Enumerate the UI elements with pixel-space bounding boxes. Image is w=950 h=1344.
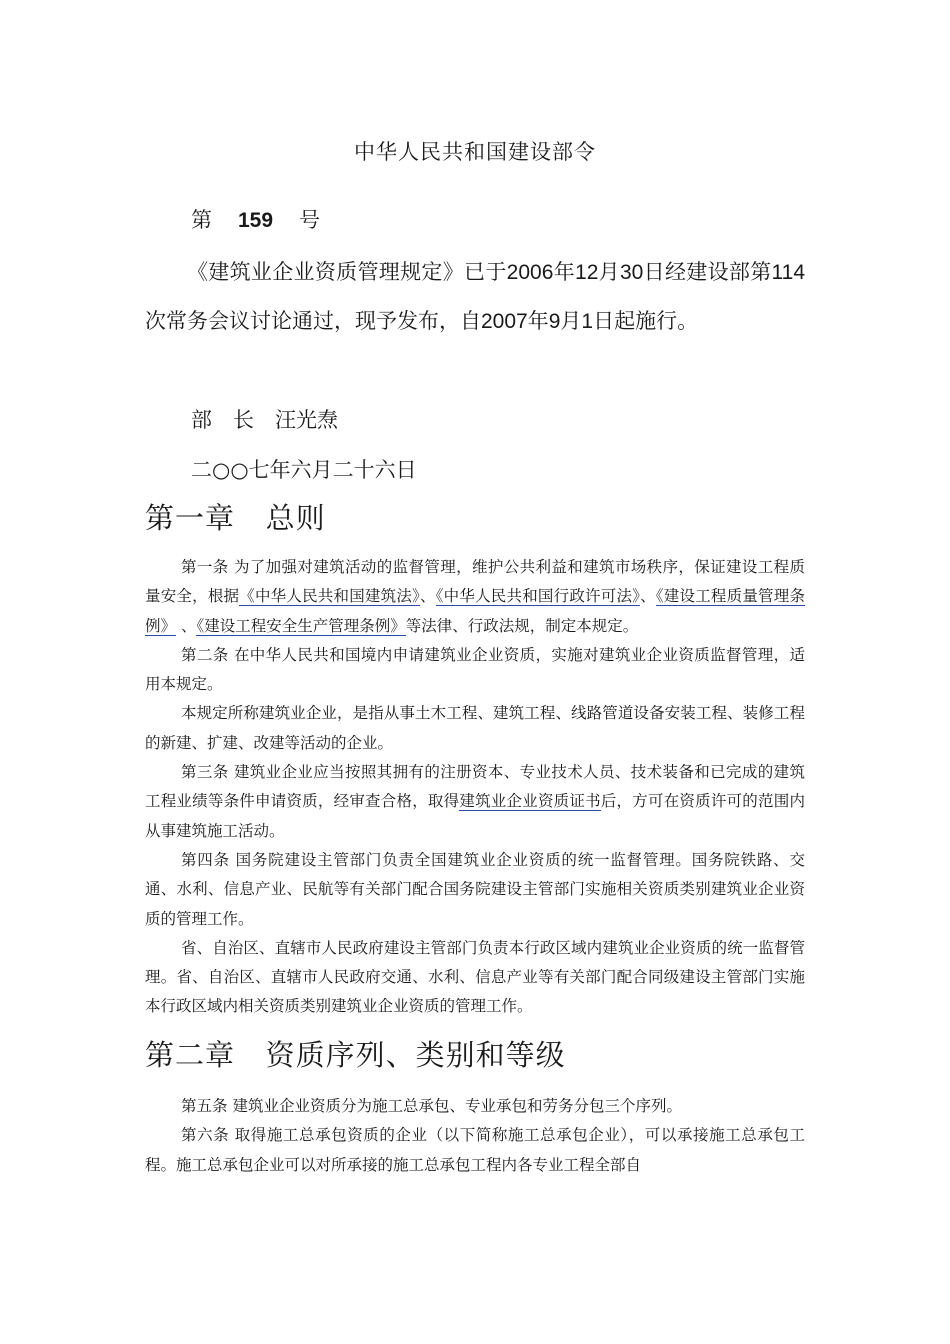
article-text: 为了加强对建筑活动的监督管理，维护公共利益和建筑市场秩序，保证建设工程质量安全，根据 — [145, 558, 805, 606]
article-2-paragraph-2: 本规定所称建筑业企业，是指从事土木工程、建筑工程、线路管道设备安装工程、装修工程的新建、扩建、改建等活动的企业。 — [145, 704, 805, 752]
article-text: 在中华人民共和国境内申请建筑业企业资质，实施对建筑业企业资质监督管理，适用本规定。 — [145, 645, 805, 694]
announcement-year: 2006 — [506, 261, 554, 284]
article-text: 等法律、行政法规，制定本规定。 — [405, 616, 639, 635]
minister-name: 汪光焘 — [275, 408, 338, 432]
article-4-paragraph-2: 省、自治区、直辖市人民政府建设主管部门负责本行政区域内建筑业企业资质的统一监督管理。省、自治区、直辖市人民政府交通、水利、信息产业等有关部门配合同级建设主管部门实施本行政区域内相关资质类别建筑业企业资质的管理工作。 — [145, 938, 805, 1016]
effective-month: 9 — [548, 310, 561, 333]
chapter-title: 总则 — [265, 501, 326, 535]
issue-date: 二○○七年六月二十六日 — [191, 458, 417, 482]
announcement-text: 月 — [598, 260, 620, 284]
order-prefix: 第 — [191, 208, 212, 232]
law-link[interactable]: 《中华人民共和国建筑法》 — [239, 587, 420, 606]
article-3 — [145, 758, 805, 846]
article-text: 建筑业企业应当按照其拥有的注册资本、专业技术人员、技术装备和已完成的建筑工程业绩等条件申请资质，经审查合格，取得 — [145, 763, 805, 811]
article-1 — [145, 553, 805, 641]
announcement-paragraph — [145, 248, 805, 346]
separator: 、 — [640, 587, 656, 606]
announcement-text: 日经建设部第 — [643, 260, 772, 284]
separator: 、 — [420, 587, 436, 606]
article-label: 第四条 — [181, 850, 230, 869]
announcement-month: 12 — [575, 261, 599, 284]
order-suffix: 号 — [299, 208, 321, 232]
minister-line — [145, 396, 851, 444]
article-5 — [145, 1092, 805, 1121]
order-number-line — [145, 196, 851, 245]
article-text: 建筑业企业资质分为施工总承包、专业承包和劳务分包三个序列。 — [232, 1097, 682, 1115]
chapter-title: 资质序列、类别和等级 — [265, 1038, 566, 1072]
article-text: 取得施工总承包资质的企业（以下简称施工总承包企业），可以承接施工总承包工程。施工总承包企业可以对所承接的施工总承包工程内各专业工程全部自 — [145, 1126, 805, 1174]
chapter-number: 第二章 — [145, 1038, 236, 1072]
announcement-text: 年 — [527, 309, 549, 333]
meeting-number: 114 — [771, 261, 806, 284]
order-number: 159 — [238, 209, 274, 232]
announcement-text: 月 — [560, 309, 582, 333]
effective-year: 2007 — [481, 310, 528, 333]
law-link[interactable]: 《建设工程质量管理条例》 — [145, 587, 805, 635]
law-link[interactable]: 《建设工程安全生产管理条例》 — [196, 616, 406, 635]
article-label: 第三条 — [181, 763, 229, 782]
certificate-link[interactable]: 建筑业企业资质证书 — [459, 792, 601, 811]
article-label: 第一条 — [181, 558, 229, 576]
article-4 — [145, 846, 805, 934]
article-text: 国务院建设主管部门负责全国建筑业企业资质的统一监督管理。国务院铁路、交通、水利、信息产业、民航等有关部门配合国务院建设主管部门实施相关资质类别建筑业企业资质的管理工作。 — [145, 850, 805, 928]
announcement-text: 次常务会议讨论通过，现予发布，自 — [145, 309, 481, 333]
chapter-heading — [145, 496, 805, 537]
minister-label: 长 — [233, 408, 254, 432]
minister-label: 部 — [191, 408, 212, 432]
announcement-day: 30 — [620, 261, 644, 284]
chapter-number: 第一章 — [145, 501, 236, 535]
chapter1-body — [145, 553, 805, 1022]
article-6 — [145, 1121, 805, 1180]
article-label: 第二条 — [181, 645, 229, 664]
chapter2-body — [145, 1092, 805, 1180]
chapter-heading — [145, 1033, 805, 1074]
article-label: 第五条 — [181, 1097, 228, 1115]
law-link[interactable]: 《中华人民共和国行政许可法》 — [435, 587, 641, 606]
effective-day: 1 — [581, 310, 594, 333]
article-2 — [145, 641, 805, 700]
separator: 、 — [176, 616, 197, 635]
announcement-text: 年 — [553, 260, 576, 284]
article-text: 后，方可在资质许可的范围内从事建筑施工活动。 — [145, 792, 805, 840]
article-label: 第六条 — [181, 1126, 230, 1145]
announcement-text: 《建筑业企业资质管理规定》已于 — [187, 260, 507, 284]
announcement-text: 日起施行。 — [593, 309, 699, 333]
page-title: 中华人民共和国建设部令 — [354, 140, 596, 164]
